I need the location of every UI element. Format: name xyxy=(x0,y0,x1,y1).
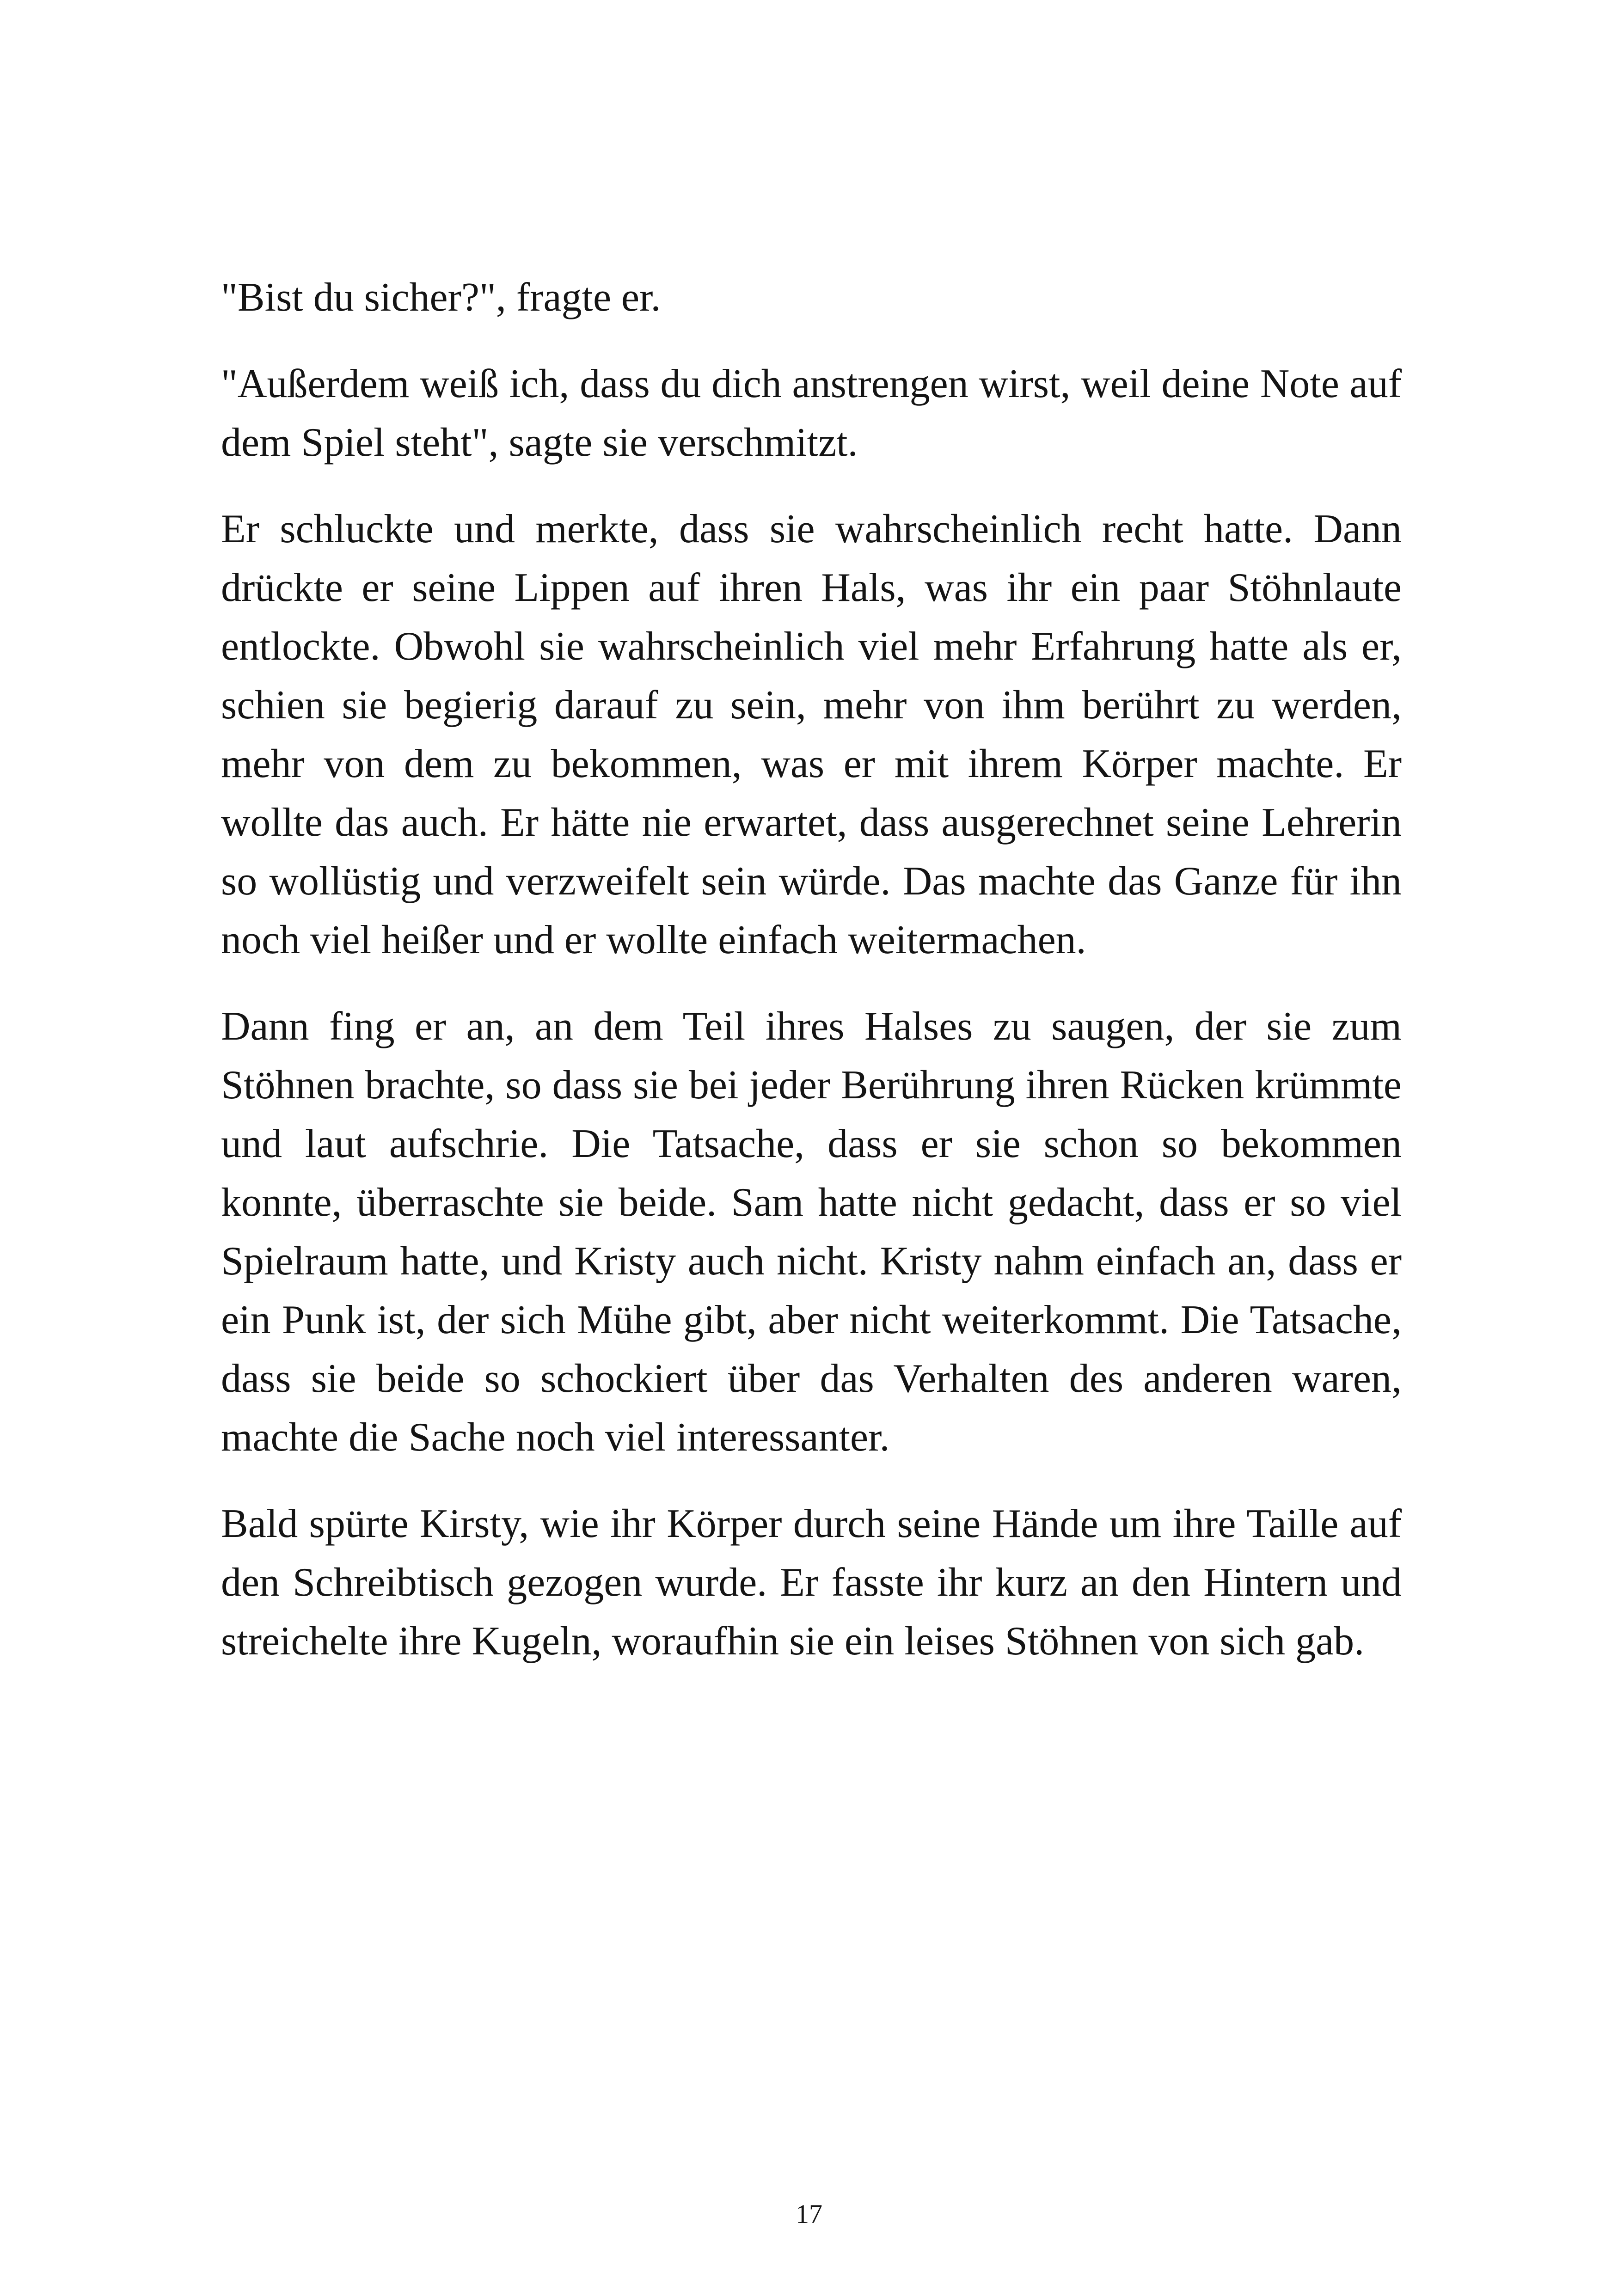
paragraph: Dann fing er an, an dem Teil ihres Halses zu saugen, der sie zum Stöhnen brachte, so dass sie bei jeder Berührung ihren Rücken krümmte und laut aufschrie. Die Tatsache, dass er sie schon so bekommen konnte, überraschte sie beide. Sam hatte nicht gedacht, dass er so viel Spielraum hatte, und Kristy auch nicht. Kristy nahm einfach an, dass er ein Punk ist, der sich Mühe gibt, aber nicht weiterkommt. Die Tatsache, dass sie beide so schockiert über das Verhalten des anderen waren, machte die Sache noch viel interessanter. xyxy=(221,1004,1402,1460)
paragraph: Er schluckte und merkte, dass sie wahrscheinlich recht hatte. Dann drückte er seine Lippen auf ihren Hals, was ihr ein paar Stöhnlaute entlockte. Obwohl sie wahrscheinlich viel mehr Erfahrung hatte als er, schien sie begierig darauf zu sein, mehr von ihm berührt zu werden, mehr von dem zu bekommen, was er mit ihrem Körper machte. Er wollte das auch. Er hätte nie erwartet, dass ausgerechnet seine Lehrerin so wollüstig und verzweifelt sein würde. Das machte das Ganze für ihn noch viel heißer und er wollte einfach weitermachen. xyxy=(221,507,1402,962)
paragraph: Bald spürte Kirsty, wie ihr Körper durch seine Hände um ihre Taille auf den Schreibtisch gezogen wurde. Er fasste ihr kurz an den Hintern und streichelte ihre Kugeln, woraufhin sie ein leises Stöhnen von sich gab. xyxy=(221,1501,1402,1664)
page-number: 17 xyxy=(796,2199,822,2229)
paragraph: "Außerdem weiß ich, dass du dich anstrengen wirst, weil deine Note auf dem Spiel steht", sagte sie verschmitzt. xyxy=(221,361,1402,465)
body-text xyxy=(221,268,1402,1698)
paragraph: "Bist du sicher?", fragte er. xyxy=(221,275,661,320)
